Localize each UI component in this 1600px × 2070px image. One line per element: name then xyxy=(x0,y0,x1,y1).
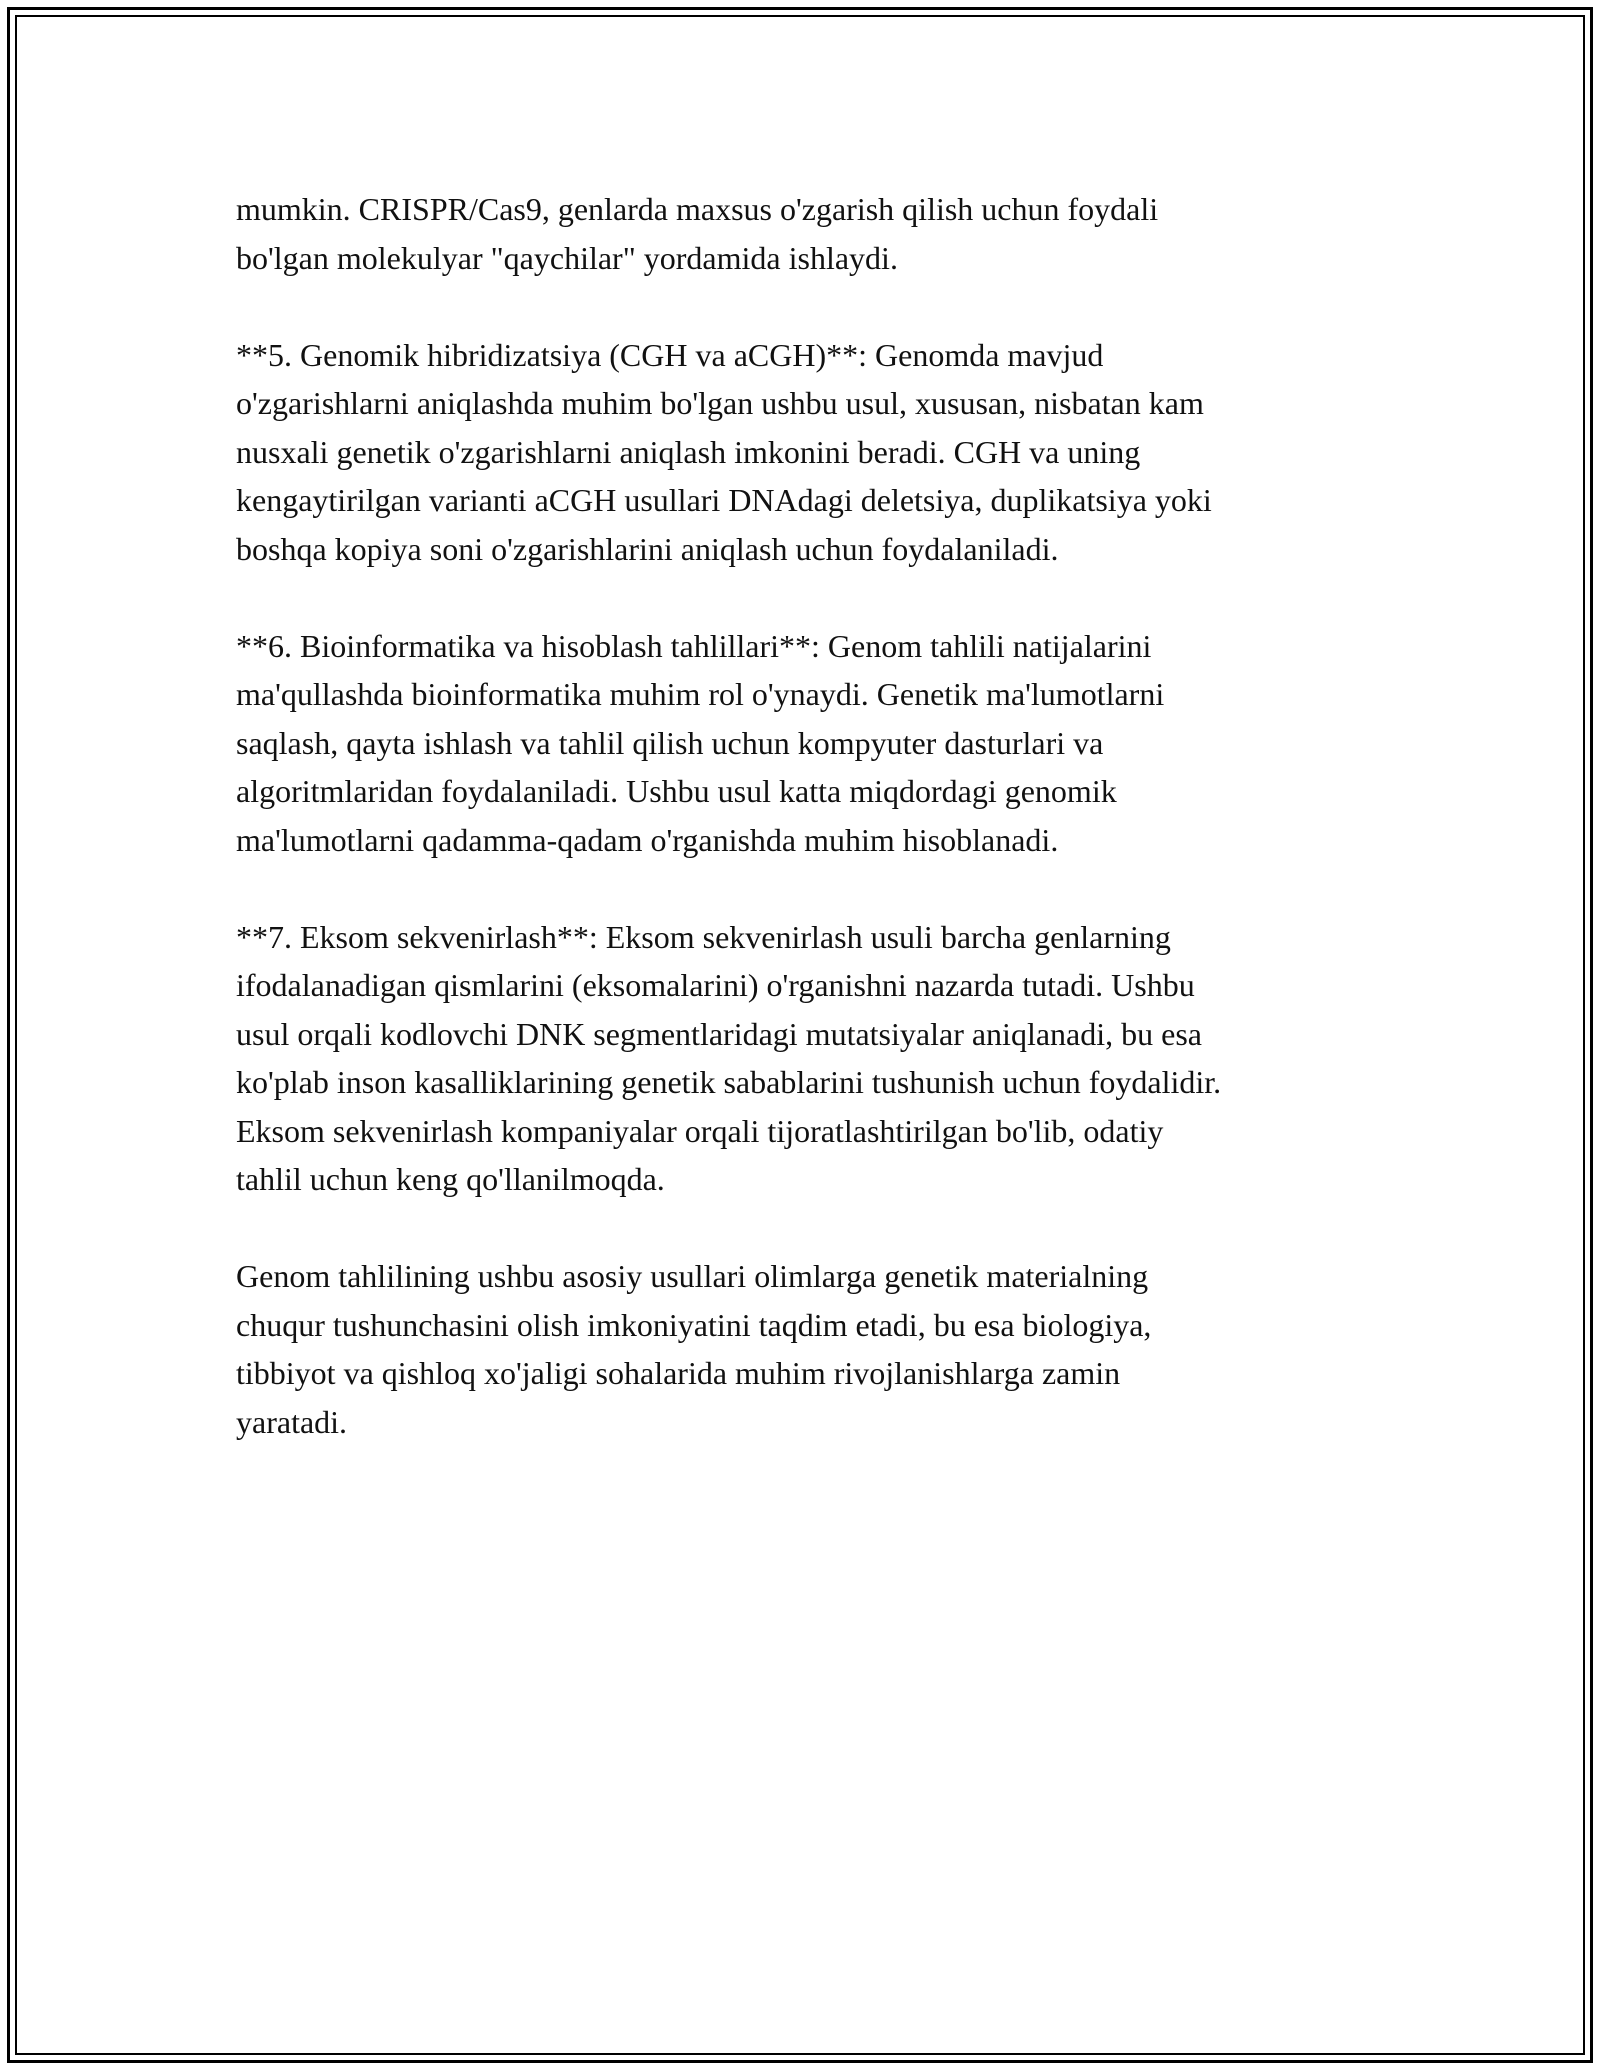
paragraph-exome-sequencing: **7. Eksom sekvenirlash**: Eksom sekvenirlash usuli barcha genlarning ifodalanadigan qismlarini (eksomalarini) o'rganishni nazarda tutadi. Ushbu usul orqali kodlovchi DNK segmentlaridagi mutatsiyalar aniqlanadi, bu esa ko'plab inson kasalliklarining genetik sabablarini tushunish uchun foydalidir. Eksom sekvenirlash kompaniyalar orqali tijoratlashtirilgan bo'lib, odatiy tahlil uchun keng qo'llanilmoqda. xyxy=(236,918,1222,1197)
paragraph-conclusion: Genom tahlilining ushbu asosiy usullari olimlarga genetik materialning chuqur tushunchasini olish imkoniyatini taqdim etadi, bu esa biologiya, tibbiyot va qishloq xo'jaligi sohalarida muhim rivojlanishlarga zamin yaratadi. xyxy=(236,1258,1152,1440)
paragraph-crispr-continuation: mumkin. CRISPR/Cas9, genlarda maxsus o'zgarish qilish uchun foydali bo'lgan molekulyar "qaychilar" yordamida ishlaydi. xyxy=(236,191,1159,276)
document-body xyxy=(236,185,1376,1495)
paragraph-genomic-hybridization: **5. Genomik hibridizatsiya (CGH va aCGH)**: Genomda mavjud o'zgarishlarni aniqlashda muhim bo'lgan ushbu usul, xususan, nisbatan kam nusxali genetik o'zgarishlarni aniqlash imkonini beradi. CGH va uning kengaytirilgan varianti aCGH usullari DNAdagi deletsiya, duplikatsiya yoki boshqa kopiya soni o'zgarishlarini aniqlash uchun foydalaniladi. xyxy=(236,336,1212,567)
paragraph-bioinformatics: **6. Bioinformatika va hisoblash tahlillari**: Genom tahlili natijalarini ma'qullashda bioinformatika muhim rol o'ynaydi. Genetik ma'lumotlarni saqlash, qayta ishlash va tahlil qilish uchun kompyuter dasturlari va algoritmlaridan foydalaniladi. Ushbu usul katta miqdordagi genomik ma'lumotlarni qadamma-qadam o'rganishda muhim hisoblanadi. xyxy=(236,627,1165,858)
